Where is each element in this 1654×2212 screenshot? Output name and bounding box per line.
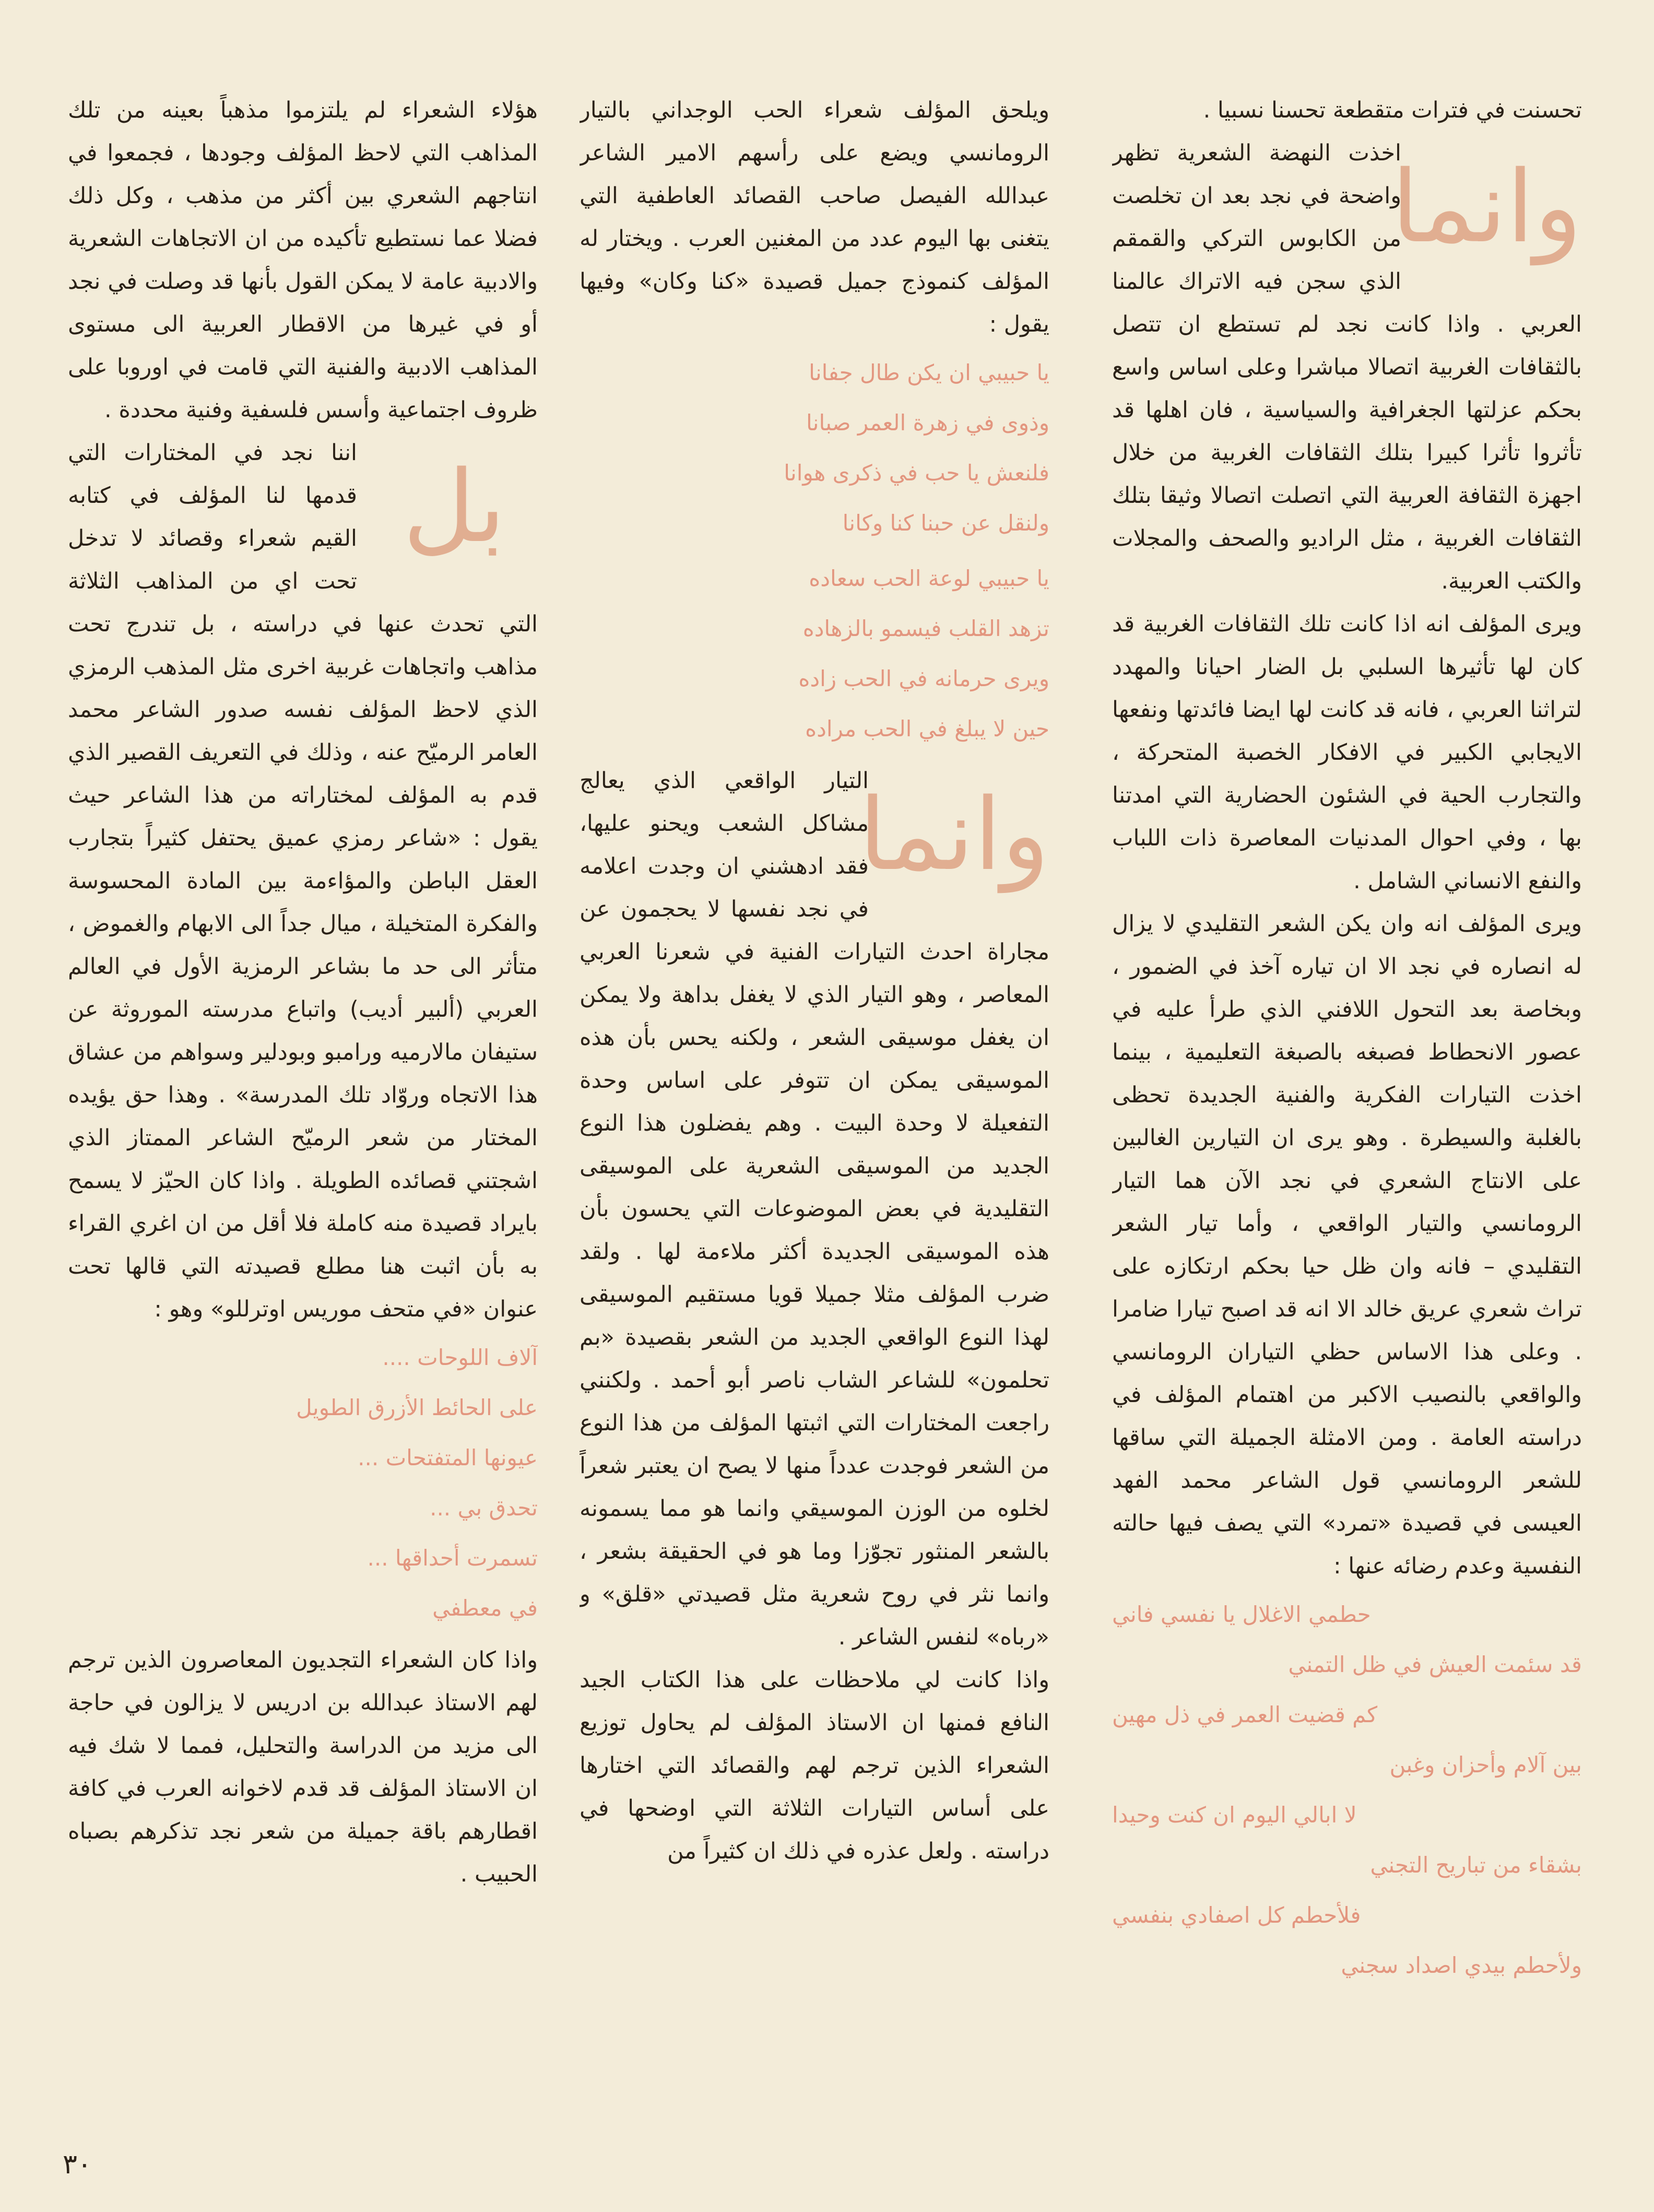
text-column-right	[1112, 89, 1582, 2120]
poem-line: عيونها المتفتحات ...	[358, 1445, 538, 1470]
paragraph: تحسنت في فترات متقطعة تحسنا نسبيا .	[1203, 97, 1582, 123]
paragraph: ويرى المؤلف انه وان يكن الشعر التقليدي لا يزال له انصاره في نجد الا ان تياره آخذ في الضمور ، وبخاصة بعد التحول اللافني الذي طرأ عليه في عصور الانحطاط فصبغه بالصبغة التعليمية ، بينما اخذت التيارات الفكرية والفنية الجديدة تحظى بالغلبة والسيطرة . وهو يرى ان التيارين الغالبين على الانتاج الشعري في نجد الآن هما التيار الرومانسي والتيار الواقعي ، وأما تيار الشعر التقليدي – فانه وان ظل حيا بحكم ارتكازه على تراث شعري عريق خالد الا انه قد اصبح تيارا ضامرا . وعلى هذا الاساس حظي التياران الرومانسي والواقعي بالنصيب الاكبر من اهتمام المؤلف في دراسته العامة . ومن الامثلة الجميلة التي ساقها للشعر الرومانسي قول الشاعر محمد الفهد العيسى في قصيدة «تمرد» التي يصف فيها حالته النفسية وعدم رضائه عنها :	[1112, 911, 1582, 1579]
paragraph: واذا كانت لي ملاحظات على هذا الكتاب الجيد النافع فمنها ان الاستاذ المؤلف لم يحاول توزيع الشعراء الذين ترجم لهم والقصائد التي اختارها على أساس التيارات الثلاثة التي اوضحها في دراسته . ولعل عذره في ذلك ان كثيراً من	[580, 1667, 1049, 1864]
decorative-initial: وانما	[858, 777, 1049, 892]
paragraph: التيار الواقعي الذي يعالج مشاكل الشعب ويحنو عليها، فقد ادهشني ان وجدت اعلامه في نجد نفسها لا يحجمون عن مجاراة احدث التيارات الفنية في شعرنا العربي المعاصر ، وهو التيار الذي لا يغفل بداهة ولا يمكن ان يغفل موسيقى الشعر ، ولكنه يحس بأن هذه الموسيقى يمكن ان تتوفر على اساس وحدة التفعيلة لا وحدة البيت . وهم يفضلون هذا النوع الجديد من الموسيقى الشعرية على الموسيقى التقليدية في بعض الموضوعات التي يحسون بأن هذه الموسيقى الجديدة أكثر ملاءمة لها . ولقد ضرب المؤلف مثلا جميلا قويا مستقيم الموسيقى لهذا النوع الواقعي الجديد من الشعر بقصيدة «بم تحلمون» للشاعر الشاب ناصر أبو أحمد . ولكنني راجعت المختارات التي اثبتها المؤلف من هذا النوع من الشعر فوجدت عدداً منها لا يصح ان يعتبر شعراً لخلوه من الوزن الموسيقي وانما هو مما يسمونه بالشعر المنثور تجوّزا وما هو في الحقيقة بشعر ، وانما نثر في روح شعرية مثل قصيدتي «قلق» و «رباه» لنفس الشاعر .	[580, 768, 1049, 1650]
poem-line: بشقاء من تباريح التجني	[1370, 1852, 1582, 1878]
poem-line: ولأحطم بيدي اصداد سجني	[1341, 1952, 1582, 1978]
paragraph: اننا نجد في المختارات التي قدمها لنا المؤلف في كتابه القيم شعراء وقصائد لا تدخل تحت اي من المذاهب الثلاثة التي تحدث عنها في دراسته ، بل تندرج تحت مذاهب واتجاهات غربية اخرى مثل المذهب الرمزي الذي لاحظ المؤلف نفسه صدور الشاعر محمد العامر الرميّح عنه ، وذلك في التعريف القصير الذي قدم به المؤلف لمختاراته من هذا الشاعر حيث يقول : «شاعر رمزي عميق يحتفل كثيراً بتجارب العقل الباطن والمؤاءمة بين المادة المحسوسة والفكرة المتخيلة ، ميال جداً الى الابهام والغموض ، متأثر الى حد ما بشاعر الرمزية الأول في العالم العربي (ألبير أديب) واتباع مدرسته الموروثة عن ستيفان مالارميه ورامبو وبودلير وسواهم من عشاق هذا الاتجاه وروّاد تلك المدرسة» . وهذا حق يؤيده المختار من شعر الرميّح الشاعر الممتاز الذي اشجتني قصائده الطويلة . واذا كان الحيّز لا يسمح بايراد قصيدة منه كاملة فلا أقل من ان اغري القراء به بأن اثبت هنا مطلع قصيدته التي قالها تحت عنوان «في متحف موريس اوترللو» وهو :	[68, 440, 538, 1322]
poem-line: تزهد القلب فيسمو بالزهاده	[802, 616, 1049, 641]
poem-line: آلاف اللوحات ....	[382, 1345, 538, 1370]
poem-line: تحدق بي ...	[430, 1495, 538, 1521]
poem-line: وذوى في زهرة العمر صبانا	[806, 410, 1049, 436]
decorative-initial: بل	[403, 449, 506, 564]
page-number: ٣٠	[63, 2149, 92, 2180]
poem-line: تسمرت أحداقها ...	[367, 1545, 538, 1571]
poem-lawat-al-hubb	[580, 554, 1049, 754]
poem-line: قد سئمت العيش في ظل التمني	[1288, 1652, 1582, 1677]
paragraph: ويلحق المؤلف شعراء الحب الوجداني بالتيار الرومانسي ويضع على رأسهم الامير الشاعر عبدالله الفيصل صاحب القصائد العاطفية التي يتغنى بها اليوم عدد من المغنين العرب . ويختار له المؤلف كنموذج جميل قصيدة «كنا وكان» وفيها يقول :	[580, 97, 1049, 337]
text-column-middle	[580, 89, 1049, 2120]
poem-line: يا حبيبي لوعة الحب سعاده	[809, 566, 1049, 591]
paragraph: ويرى المؤلف انه اذا كانت تلك الثقافات الغربية قد كان لها تأثيرها السلبي بل الضار احيانا والمهدد لتراثنا العربي ، فانه قد كانت لها ايضا فائدتها ونفعها الايجابي الكبير في الافكار الخصبة المتحركة ، والتجارب الحية في الشئون الحضارية التي امدتنا بها ، وفي احوال المدنيات المعاصرة ذات اللباب والنفع الانساني الشامل .	[1112, 611, 1582, 894]
decorative-initial: وانما	[1391, 149, 1582, 265]
text-column-left	[68, 89, 538, 2120]
paragraph: هؤلاء الشعراء لم يلتزموا مذهباً بعينه من تلك المذاهب التي لاحظ المؤلف وجودها ، فجمعوا في انتاجهم الشعري بين أكثر من مذهب ، وكل ذلك فضلا عما نستطيع تأكيده من ان الاتجاهات الشعرية والادبية عامة لا يمكن القول بأنها قد وصلت في نجد أو في غيرها من الاقطار العربية الى مستوى المذاهب الادبية والفنية التي قامت في اوروبا على ظروف اجتماعية وأسس فلسفية وفنية محددة .	[68, 97, 538, 423]
poem-line: كم قضيت العمر في ذل مهين	[1112, 1702, 1378, 1727]
poem-line: فلنعش يا حب في ذكرى هوانا	[784, 460, 1049, 486]
poem-line: على الحائط الأزرق الطويل	[296, 1395, 538, 1420]
poem-line: حطمي الاغلال يا نفسي فاني	[1112, 1602, 1371, 1627]
poem-tamarrud	[1112, 1590, 1582, 1991]
poem-line: فلأحطم كل اصفادي بنفسي	[1112, 1902, 1361, 1928]
poem-line: يا حبيبي ان يكن طال جفانا	[809, 360, 1049, 385]
poem-line: بين آلام وأحزان وغبن	[1389, 1752, 1582, 1778]
poem-line: لا ابالي اليوم ان كنت وحيدا	[1112, 1802, 1357, 1828]
paragraph: اخذت النهضة الشعرية تظهر واضحة في نجد بعد ان تخلصت من الكابوس التركي والقمقم الذي سجن فيه الاتراك عالمنا العربي . واذا كانت نجد لم تستطع ان تتصل بالثقافات الغربية اتصالا مباشرا وعلى اساس واسع بحكم عزلتها الجغرافية والسياسية ، فان اهلها قد تأثروا تأثرا كبيرا بتلك الثقافات الغربية من خلال اجهزة الثقافة العربية التي اتصلت اتصالا وثيقا بتلك الثقافات الغربية ، مثل الراديو والصحف والمجلات والكتب العربية.	[1112, 140, 1582, 594]
poem-line: ولنقل عن حبنا كنا وكانا	[842, 510, 1049, 536]
poem-line: حين لا يبلغ في الحب مراده	[805, 716, 1049, 742]
poem-utrillo-museum	[68, 1333, 538, 1633]
paragraph: واذا كان الشعراء التجديون المعاصرون الذين ترجم لهم الاستاذ عبدالله بن ادريس لا يزالون في حاجة الى مزيد من الدراسة والتحليل، فمما لا شك فيه ان الاستاذ المؤلف قد قدم لاخوانه العرب في كافة اقطارهم باقة جميلة من شعر نجد تذكرهم بصباه الحبيب .	[68, 1647, 538, 1887]
poem-line: في معطفي	[432, 1595, 538, 1621]
poem-line: ويرى حرمانه في الحب زاده	[798, 666, 1049, 691]
poem-kunna-wa-kana	[580, 348, 1049, 548]
